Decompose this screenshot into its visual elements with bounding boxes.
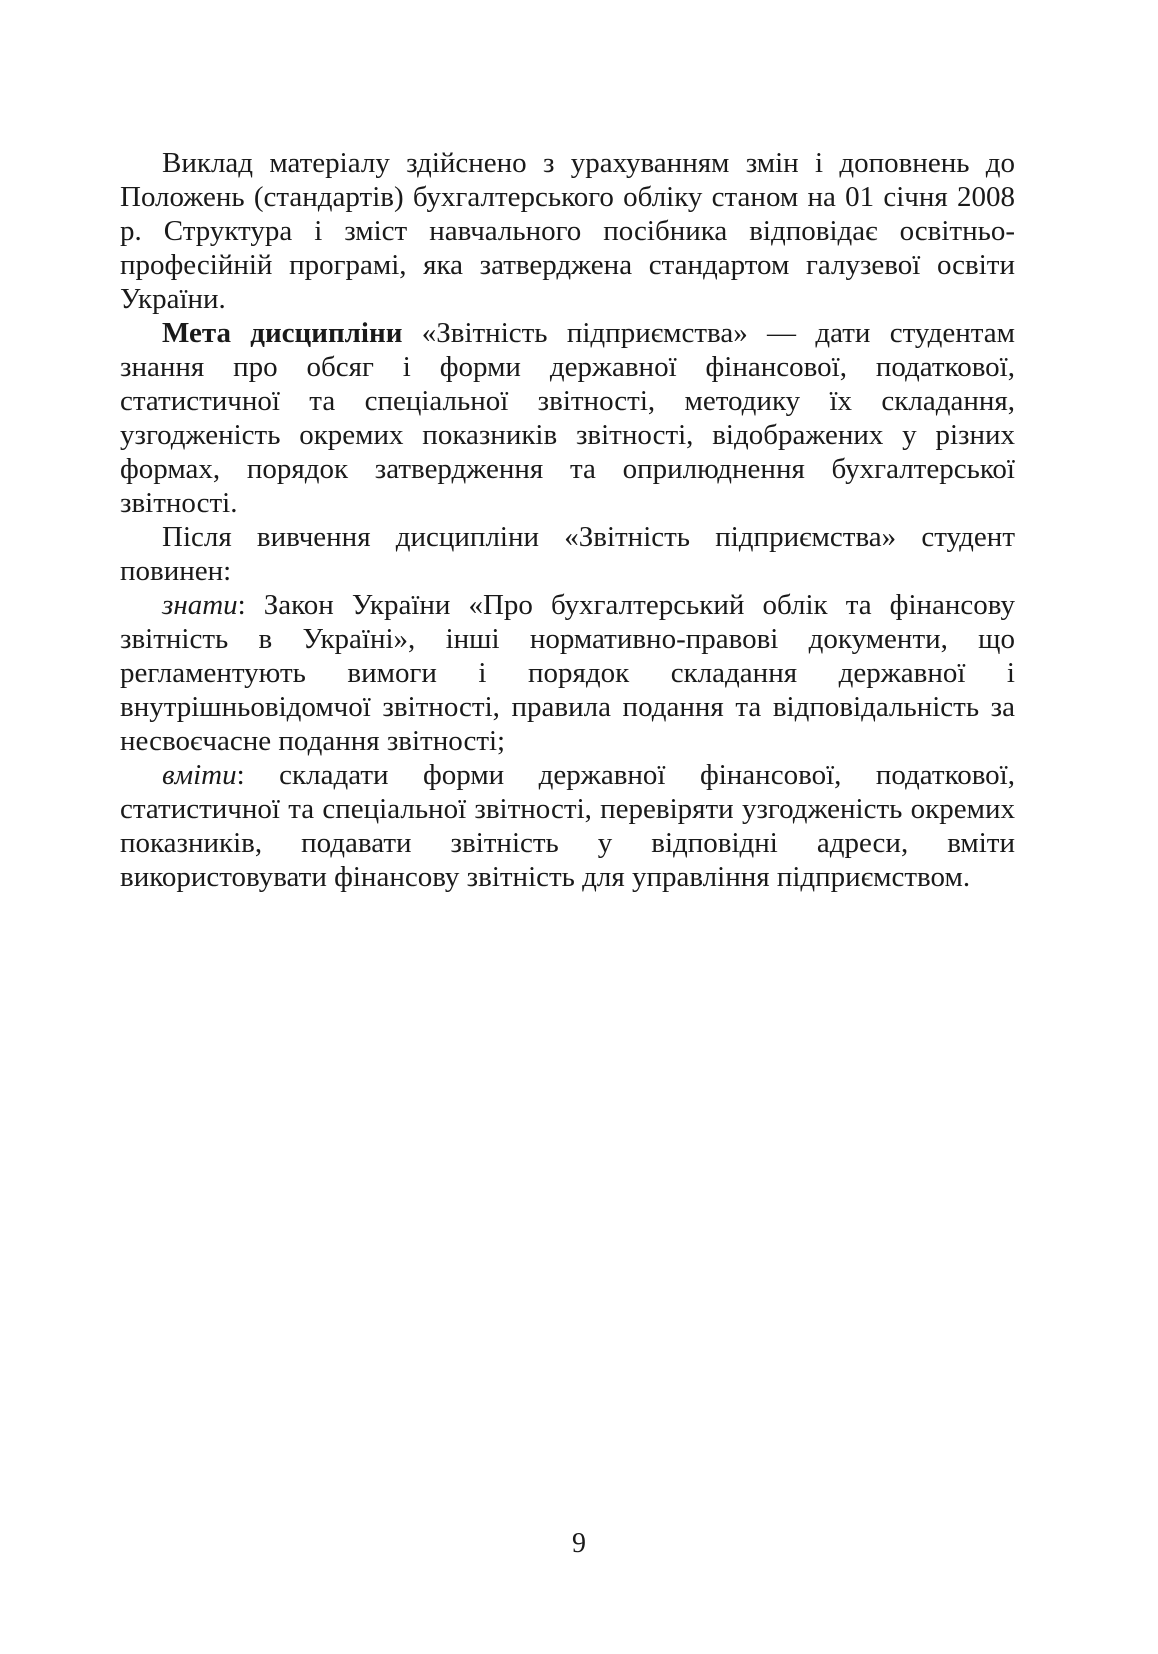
paragraph-intro: Виклад матеріалу здійснено з урахуванням змін і доповнень до Положень (стандартів) бухгалтерського обліку станом на 01 січня 2008 р. Структура і зміст навчального посібника відповідає освітньо-професійній програмі, яка затверджена стандартом галузевої освіти України. [120,147,1015,315]
goal-text: «Звітність підприємства» — дати студентам знання про обсяг і форми державної фінансової, податкової, статистичної та спеціальної звітності, методику їх складання, узгодженість окремих показників звітності, відображених у різних формах, порядок затвердження та оприлюднення бухгалтерської звітності. [120,317,1015,519]
know-text: : Закон України «Про бухгалтерський облік та фінансову звітність в Україні», інші нормативно-правові документи, що регламентують вимоги і порядок складання державної і внутрішньовідомчої звітності, правила подання та відповідальність за несвоєчасне подання звітності; [120,589,1015,757]
paragraph-goal [120,316,1015,520]
page-number: 9 [572,1528,586,1559]
paragraph-after-study: Після вивчення дисципліни «Звітність підприємства» студент повинен: [120,521,1015,587]
body-text [120,146,1015,894]
be-able-text: : складати форми державної фінансової, податкової, статистичної та спеціальної звітності, перевіряти узгодженість окремих показників, подавати звітність у відповідні адреси, вміти використовувати фінансову звітність для управління підприємством. [120,759,1015,893]
paragraph-be-able [120,758,1015,894]
know-lead: знати [162,589,238,621]
goal-lead: Мета дисципліни [162,317,403,349]
be-able-lead: вміти [162,759,237,791]
paragraph-know [120,588,1015,758]
